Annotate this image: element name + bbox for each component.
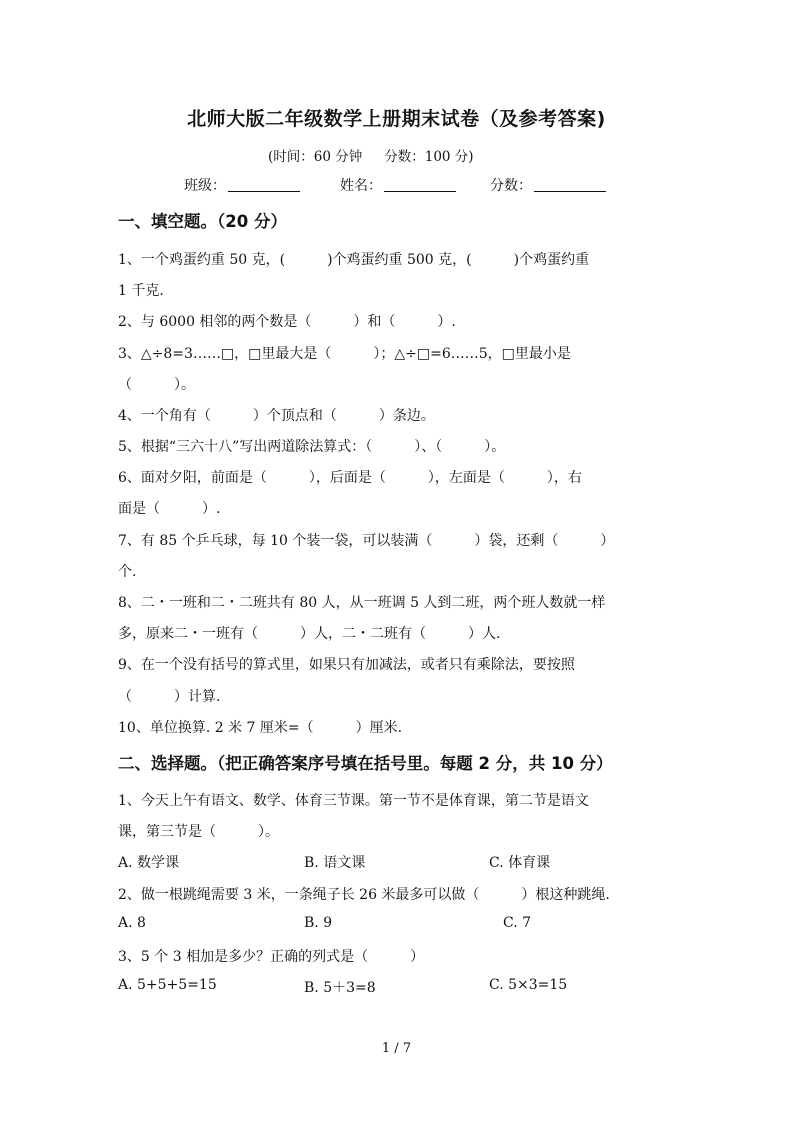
question-line: 3、5 个 3 相加是多少？正确的列式是（ ） xyxy=(118,949,425,965)
option-b: B. 5＋3=8 xyxy=(304,980,376,996)
option-b: B. 9 xyxy=(304,915,333,931)
question-line: 6、面对夕阳，前面是（ ），后面是（ ），左面是（ ），右 xyxy=(118,470,582,486)
question-line: 9、在一个没有括号的算式里，如果只有加减法，或者只有乘除法，要按照 xyxy=(118,657,575,673)
page-number: 1 / 7 xyxy=(381,1041,412,1056)
option-c: C. 7 xyxy=(503,915,532,931)
class-blank xyxy=(228,177,300,192)
question-line: 1 千克. xyxy=(118,283,164,299)
option-c: C. 体育课 xyxy=(489,855,551,871)
section1-heading: 一、填空题。（20 分） xyxy=(118,212,287,231)
question-line: 面是（ ）. xyxy=(118,501,221,517)
exam-subtitle xyxy=(268,145,474,165)
question-line: 10、单位换算. 2 米 7 厘米=（ ）厘米. xyxy=(118,720,403,736)
question-line: 1、一个鸡蛋约重 50 克，( )个鸡蛋约重 500 克，( )个鸡蛋约重 xyxy=(118,252,590,268)
question-line: 7、有 85 个乒乓球，每 10 个装一袋，可以装满（ ）袋，还剩（ ） xyxy=(118,533,615,549)
question-line: 1、今天上午有语文、数学、体育三节课。第一节不是体育课，第二节是语文 xyxy=(118,793,589,809)
score-field xyxy=(490,175,606,195)
option-a: A. 5+5+5=15 xyxy=(118,977,217,993)
option-c: C. 5×3=15 xyxy=(489,977,568,993)
section2-heading: 二、选择题。（把正确答案序号填在括号里。每题 2 分，共 10 分） xyxy=(118,754,613,773)
class-label: 班级： xyxy=(184,178,226,194)
name-label: 姓名： xyxy=(340,178,382,194)
score-blank xyxy=(534,177,606,192)
name-field xyxy=(340,175,456,195)
page-title: 北师大版二年级数学上册期末试卷（及参考答案) xyxy=(187,108,606,130)
student-info-row xyxy=(0,175,793,197)
option-a: A. 8 xyxy=(118,915,146,931)
question-line: 课，第三节是（ ）。 xyxy=(118,824,279,840)
question-line: 5、根据“三六十八”写出两道除法算式：（ ）、（ ）。 xyxy=(118,439,506,455)
name-blank xyxy=(384,177,456,192)
total-score: 分数：100 分) xyxy=(384,149,474,165)
question-line: （ ）。 xyxy=(118,377,195,393)
option-a: A. 数学课 xyxy=(118,855,180,871)
class-field xyxy=(184,175,300,195)
question-line: （ ）计算. xyxy=(118,689,221,705)
question-line: 3、△÷8=3……□，□里最大是（ ）；△÷□=6……5，□里最小是 xyxy=(118,346,571,362)
question-line: 个. xyxy=(118,564,137,580)
question-line: 2、做一根跳绳需要 3 米，一条绳子长 26 米最多可以做（ ）根这种跳绳. xyxy=(118,887,610,903)
question-line: 8、二・一班和二・二班共有 80 人，从一班调 5 人到二班，两个班人数就一样 xyxy=(118,595,606,611)
time-limit: (时间：60 分钟 xyxy=(268,149,363,165)
question-line: 2、与 6000 相邻的两个数是（ ）和（ ）. xyxy=(118,314,456,330)
question-line: 多，原来二・一班有（ ）人，二・二班有（ ）人. xyxy=(118,626,501,642)
score-label: 分数： xyxy=(490,178,532,194)
question-line: 4、一个角有（ ）个顶点和（ ）条边。 xyxy=(118,408,435,424)
option-b: B. 语文课 xyxy=(304,855,366,871)
